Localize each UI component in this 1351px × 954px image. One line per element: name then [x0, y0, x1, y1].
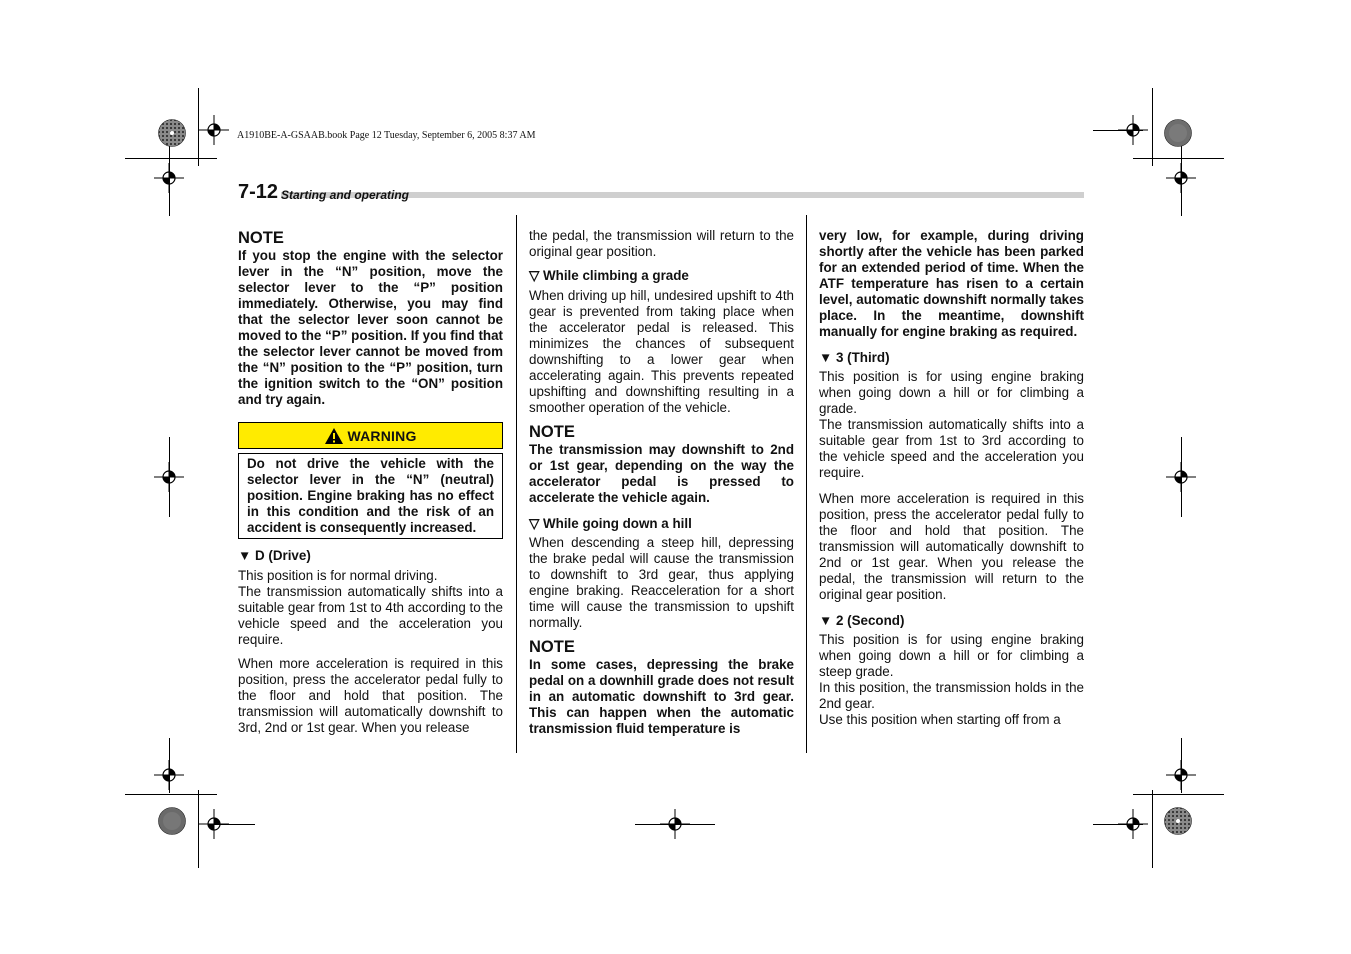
third-paragraph: This position is for using engine braking when going down a hill or for climbing a grade. [819, 369, 1084, 416]
trim-line [1133, 158, 1224, 159]
warning-triangle-icon [324, 427, 344, 445]
column-2 [529, 228, 794, 737]
third-paragraph: The transmission automatically shifts into a suitable gear from 1st to 3rd according to the vehicle speed and the acceleration you require. [819, 417, 1084, 480]
note-text: The transmission may downshift to 2nd or 1st gear, depending on the way the accelerator pedal is pressed to accelerate the vehicle again. [529, 442, 794, 505]
third-paragraph: When more acceleration is required in this position, press the accelerator pedal fully to the floor and hold that position. The transmission will automatically downshift to 2nd or 1st gear. When you release the pedal, the transmission will return to the original gear position. [819, 491, 1084, 602]
continued-text: the pedal, the transmission will return to the original gear position. [529, 228, 794, 259]
downhill-text: When descending a steep hill, depressing the brake pedal will cause the transmission to downshift to 3rd gear, thus applying engine braking. Reacceleration for a short time will cause the transmission to upshift normally. [529, 535, 794, 630]
note-continued: very low, for example, during driving shortly after the vehicle has been parked for an extended period of time. When the ATF temperature has risen to a certain level, automatic downshift normally takes place. In the meantime, downshift manually for engine braking as required. [819, 228, 1084, 339]
third-heading: ▼ 3 (Third) [819, 350, 890, 365]
column-1-drive [238, 548, 503, 736]
note-heading: NOTE [529, 638, 575, 656]
registration-mark-icon [199, 115, 229, 145]
second-heading: ▼ 2 (Second) [819, 613, 905, 628]
trim-line [1152, 790, 1153, 868]
color-rosette-icon [1164, 807, 1192, 835]
color-rosette-icon [158, 807, 186, 835]
warning-text: Do not drive the vehicle with the selector lever in the “N” (neutral) position. Engine braking has no effect in this condition and the risk of an accident is consequently increased. [238, 453, 503, 539]
trim-line [169, 738, 170, 793]
column-3 [819, 228, 1084, 728]
drive-paragraph: This position is for normal driving. [238, 568, 438, 583]
trim-line [169, 136, 170, 216]
book-info-line: A1910BE-A-GSAAB.book Page 12 Tuesday, September 6, 2005 8:37 AM [237, 130, 536, 141]
trim-line [635, 824, 715, 825]
drive-heading: ▼ D (Drive) [238, 548, 311, 563]
column-divider [806, 215, 807, 753]
second-paragraph: In this position, the transmission holds in the 2nd gear. [819, 680, 1084, 711]
trim-line [1181, 437, 1182, 517]
column-divider [516, 215, 517, 753]
warning-header [238, 422, 503, 449]
trim-line [169, 437, 170, 517]
drive-paragraph: When more acceleration is required in this position, press the accelerator pedal fully to the floor and hold that position. The transmission will automatically downshift to 3rd, 2nd or 1st gear. When you release [238, 656, 503, 735]
page-header [237, 180, 1084, 204]
trim-line [210, 824, 255, 825]
trim-line [1133, 794, 1224, 795]
column-1 [238, 228, 503, 408]
color-rosette-icon [158, 119, 186, 147]
trim-line [125, 794, 217, 795]
trim-line [125, 158, 217, 159]
trim-line [1181, 738, 1182, 793]
drive-paragraph: The transmission automatically shifts into a suitable gear from 1st to 4th according to the vehicle speed and the acceleration you require. [238, 584, 503, 647]
trim-line [1093, 130, 1143, 131]
note-heading: NOTE [529, 423, 575, 441]
trim-line [1181, 136, 1182, 216]
climb-text: When driving up hill, undesired upshift to 4th gear is prevented from taking place when the accelerator pedal is released. This minimizes the chances of subsequent downshifting to a lower gear when accelerating again. This prevents repeated upshifting and downshifting resulting in a smoother operation of the vehicle. [529, 288, 794, 415]
section-title: Starting and operating [281, 188, 410, 202]
note-text: If you stop the engine with the selector lever in the “N” position, move the selector lever to the “P” position immediately. Otherwise, you may find that the selector lever soon cannot be moved to the “P” position. If you find that the selector lever cannot be moved from the “N” position to the “P” position, turn the ignition switch to the “ON” position and try again. [238, 248, 503, 407]
climb-heading: ▽ While climbing a grade [529, 268, 689, 283]
warning-label: WARNING [347, 427, 417, 444]
second-paragraph: This position is for using engine braking when going down a hill or for climbing a steep grade. [819, 632, 1084, 679]
page-number: 7-12 [238, 181, 279, 203]
trim-line [1152, 88, 1153, 166]
color-rosette-icon [1164, 119, 1192, 147]
second-paragraph: Use this position when starting off from a [819, 712, 1061, 727]
note-heading: NOTE [238, 229, 284, 247]
trim-line [1093, 824, 1143, 825]
note-text: In some cases, depressing the brake pedal on a downhill grade does not result in an automatic downshift to 3rd gear. This can happen when the automatic transmission fluid temperature is [529, 657, 794, 736]
downhill-heading: ▽ While going down a hill [529, 516, 692, 531]
